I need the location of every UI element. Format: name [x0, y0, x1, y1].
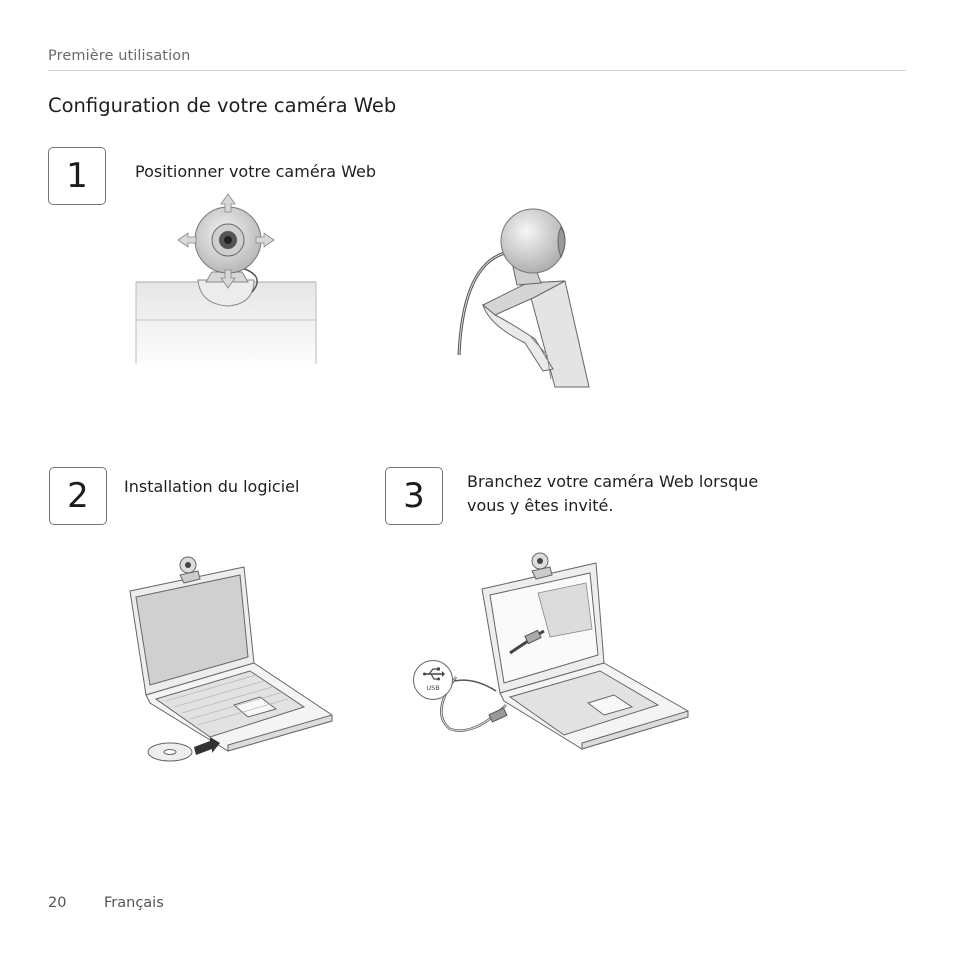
page-title: Configuration de votre caméra Web [48, 94, 397, 117]
step-1-title: Positionner votre caméra Web [135, 162, 377, 181]
step-3-number: 3 [385, 467, 443, 525]
footer-language: Français [104, 895, 164, 911]
step-3-title: Branchez votre caméra Web lorsque vous y êtes invité. [467, 472, 759, 515]
section-header: Première utilisation [48, 48, 191, 64]
step-1-number: 1 [48, 147, 106, 205]
laptop-cd-illustration [128, 555, 338, 770]
laptop-usb-illustration [410, 553, 695, 758]
webcam-arrows-illustration [134, 192, 319, 372]
usb-icon [413, 660, 453, 700]
header-divider [48, 70, 906, 71]
webcam-clip-illustration [455, 205, 595, 387]
page-number: 20 [48, 895, 67, 911]
step-2-number: 2 [49, 467, 107, 525]
step-2-title: Installation du logiciel [124, 477, 300, 496]
usb-label: USB [426, 684, 440, 692]
